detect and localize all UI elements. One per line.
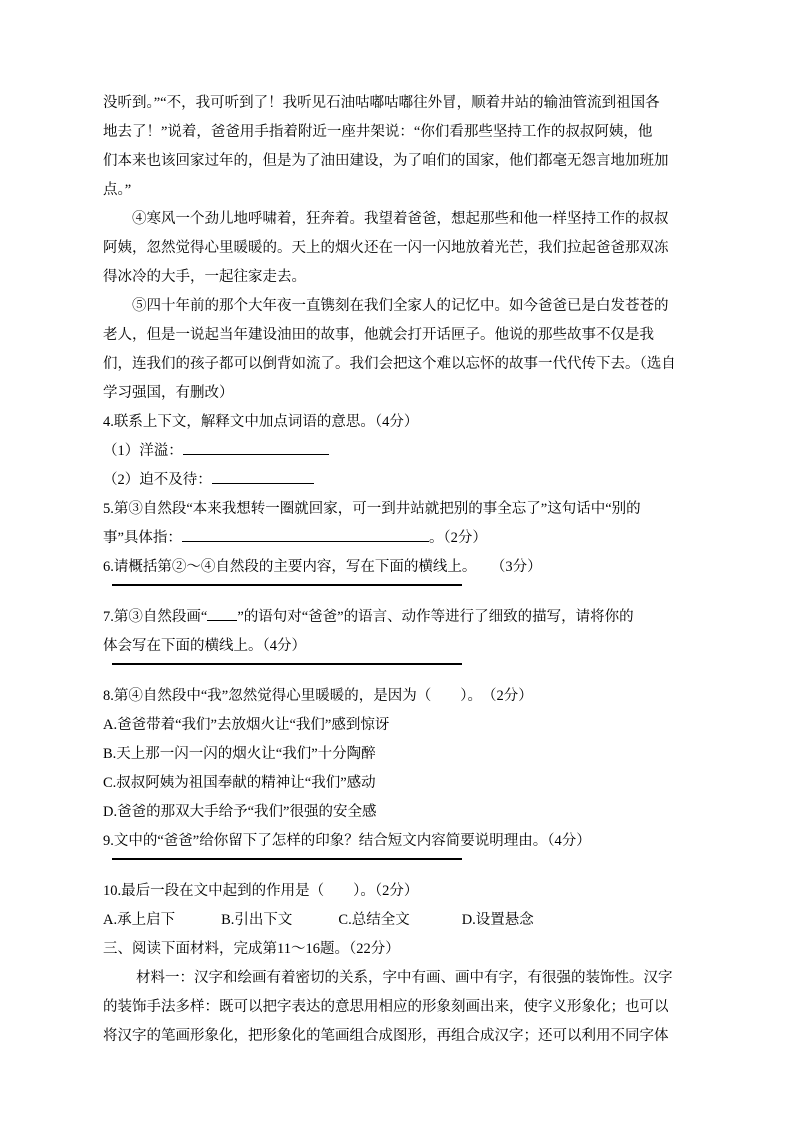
question-7-line [103, 632, 694, 661]
text-run: 点。” [103, 182, 132, 198]
question-9 [103, 827, 694, 856]
passage-para4-line [103, 205, 694, 234]
text-run: （1）洋溢： [103, 443, 183, 459]
text-run: 8.第④自然段中“我”忽然觉得心里暖暖的，是因为（ ）。 （2分） [103, 688, 533, 704]
question-8 [103, 682, 694, 711]
passage-para3-line [103, 147, 694, 176]
question-4-item-1 [103, 437, 694, 466]
text-run: 。（2分） [428, 530, 487, 546]
text-run: 6.请概括第②～④自然段的主要内容，写在下面的横线上。 （3分） [103, 559, 542, 575]
text-run: A.爸爸带着“我们”去放烟火让“我们”感到惊讶 [103, 717, 390, 733]
passage-para4-line [103, 263, 694, 292]
text-run: ⑤四十年前的那个大年夜一直镌刻在我们全家人的记忆中。如今爸爸已是白发苍苍的 [132, 298, 669, 314]
question-6 [103, 553, 694, 582]
question-4 [103, 408, 694, 437]
passage-para3-line [103, 176, 694, 205]
answer-blank [183, 440, 329, 455]
question-5-line [103, 495, 694, 524]
answer-blank [207, 606, 237, 621]
passage-para5-line [103, 350, 694, 379]
question-9-answer-line [103, 858, 694, 877]
text-run: 7.第③自然段画“ [103, 609, 208, 625]
text-run: 材料一：汉字和绘画有着密切的关系，字中有画、画中有字，有很强的装饰性。汉字 [136, 970, 673, 986]
material-1-line [103, 964, 694, 993]
answer-blank [182, 527, 429, 542]
text-run: 阿姨，忽然觉得心里暖暖的。天上的烟火还在一闪一闪地放着光芒，我们拉起爸爸那双冻 [103, 240, 669, 256]
question-5-line [103, 524, 694, 553]
question-8-option-c [103, 769, 694, 798]
passage-source-note [103, 379, 694, 408]
question-4-item-2 [103, 466, 694, 495]
text-run: 得冰冷的大手，一起往家走去。 [103, 269, 306, 285]
question-7-answer-line [103, 663, 694, 682]
document-body [103, 89, 694, 1051]
text-run: C.总结全文 [338, 912, 410, 928]
text-run: 体会写在下面的横线上。（4分） [103, 638, 306, 654]
text-run: 没听到。”“不，我可听到了！我听见石油咕嘟咕嘟往外冒，顺着井站的输油管流到祖国各 [103, 95, 660, 111]
text-run: 的装饰手法多样：既可以把字表达的意思用相应的形象刻画出来，使字义形象化；也可以 [103, 999, 669, 1015]
answer-rule [112, 584, 462, 586]
question-10-options [103, 906, 694, 935]
material-1-line [103, 1022, 694, 1051]
text-run: D.设置悬念 [461, 912, 534, 928]
text-run: 4.联系上下文，解释文中加点词语的意思。（4分） [103, 414, 419, 430]
text-run: 地去了！”说着，爸爸用手指着附近一座井架说：“你们看那些坚持工作的叔叔阿姨，他 [103, 124, 653, 140]
passage-para3-line [103, 89, 694, 118]
text-run: 事”具体指： [103, 530, 182, 546]
passage-para5-line [103, 292, 694, 321]
passage-para3-line [103, 118, 694, 147]
text-run: 老人，但是一说起当年建设油田的故事，他就会打开话匣子。他说的那些故事不仅是我 [103, 327, 654, 343]
text-run: ”的语句对“爸爸”的语言、动作等进行了细致的描写，请将你的 [237, 609, 634, 625]
text-run: 10.最后一段在文中起到的作用是（ ）。（2分） [103, 883, 419, 899]
question-7-line [103, 603, 694, 632]
text-run: 学习强国，有删改） [103, 385, 234, 401]
text-run: ④寒风一个劲儿地呼啸着，狂奔着。我望着爸爸，想起那些和他一样坚持工作的叔叔 [132, 211, 669, 227]
text-run: C.叔叔阿姨为祖国奉献的精神让“我们”感动 [103, 775, 376, 791]
text-run: 们本来也该回家过年的，但是为了油田建设，为了咱们的国家，他们都毫无怨言地加班加 [103, 153, 669, 169]
text-run: 三、阅读下面材料，完成第11～16题。（22分） [103, 941, 400, 957]
answer-blank [212, 469, 314, 484]
text-run: 5.第③自然段“本来我想转一圈就回家，可一到井站就把别的事全忘了”这句话中“别的 [103, 501, 641, 517]
text-run: A.承上启下 [103, 912, 176, 928]
section-3-header [103, 935, 694, 964]
material-1-line [103, 993, 694, 1022]
question-8-option-a [103, 711, 694, 740]
question-8-option-d [103, 798, 694, 827]
text-run: B.引出下文 [221, 912, 293, 928]
spacer [410, 923, 462, 924]
text-run: 们，连我们的孩子都可以倒背如流了。我们会把这个难以忘怀的故事一代代传下去。（选自 [103, 356, 676, 372]
text-run: B.天上那一闪一闪的烟火让“我们”十分陶醉 [103, 746, 376, 762]
question-8-option-b [103, 740, 694, 769]
spacer [175, 923, 221, 924]
question-6-answer-line [103, 584, 694, 603]
question-10 [103, 877, 694, 906]
text-run: （2）迫不及待： [103, 472, 212, 488]
text-run: 9.文中的“爸爸”给你留下了怎样的印象？结合短文内容简要说明理由。（4分） [103, 833, 591, 849]
answer-rule [112, 663, 462, 665]
text-run: D.爸爸的那双大手给予“我们”很强的安全感 [103, 804, 377, 820]
spacer [292, 923, 338, 924]
text-run: 将汉字的笔画形象化，把形象化的笔画组合成图形，再组合成汉字；还可以利用不同字体 [103, 1028, 669, 1044]
answer-rule [112, 858, 462, 860]
passage-para4-line [103, 234, 694, 263]
passage-para5-line [103, 321, 694, 350]
